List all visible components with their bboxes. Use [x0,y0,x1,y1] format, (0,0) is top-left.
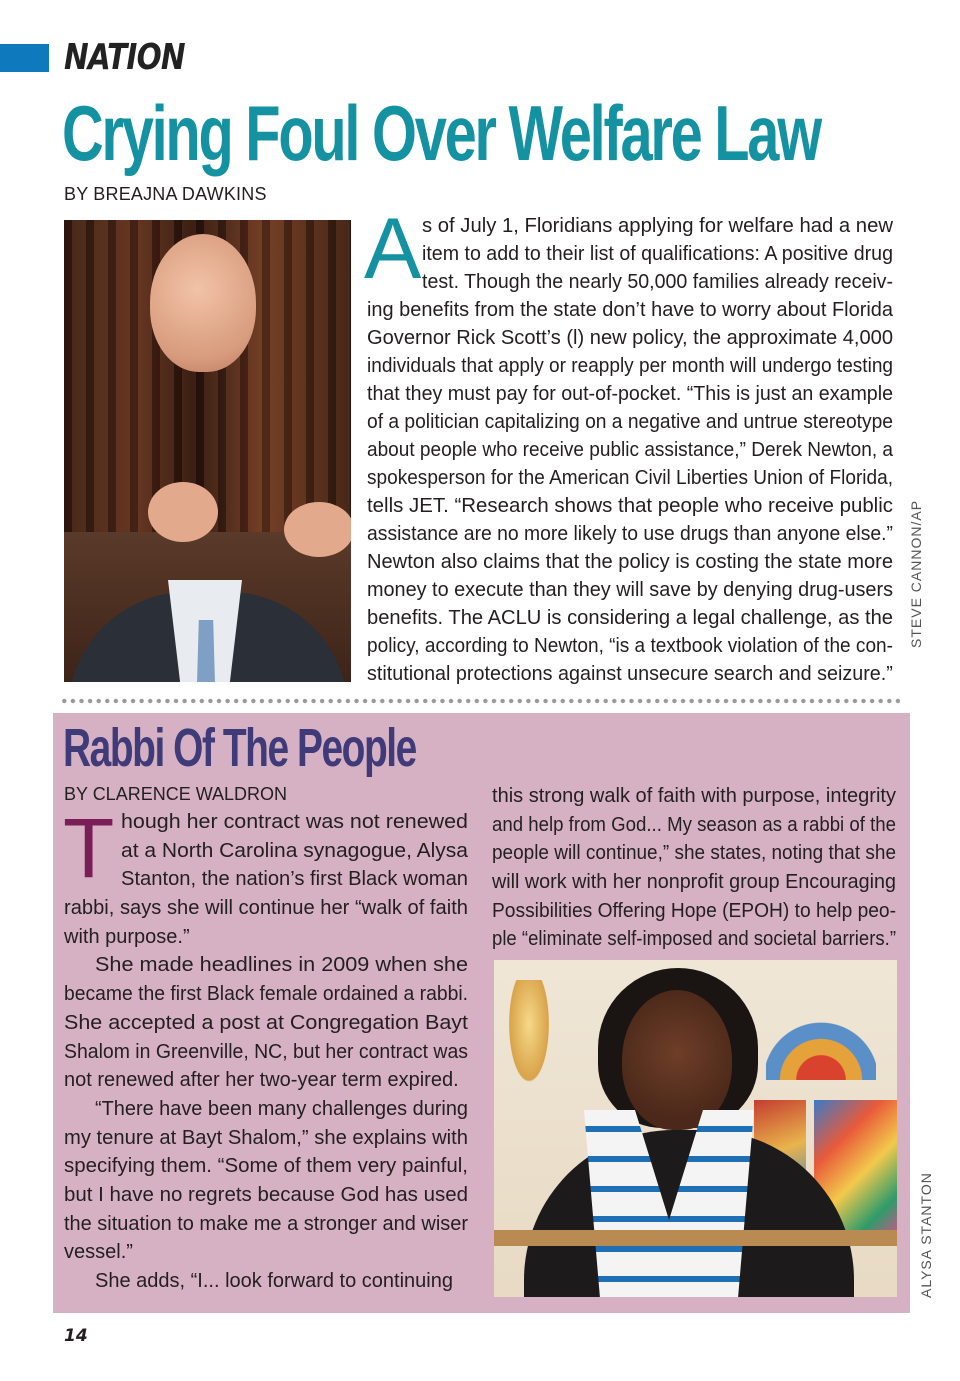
text-line: of a politician capitalizing on a negative and untrue stereotype [367,410,893,433]
governor-photo [64,220,351,682]
section-accent-bar [0,44,49,72]
text-line: ple “eliminate self-imposed and societal barriers.” [492,928,896,951]
text-line: specifying them. “Some of them very painful, [64,1155,468,1178]
text-line: Governor Rick Scott’s (l) new policy, the approximate 4,000 [367,326,893,349]
section-label: NATION [64,37,185,78]
text-line: the situation to make me a stronger and wiser [64,1212,468,1235]
text-line: ing benefits from the state don’t have to worry about Florida [367,298,893,321]
page-number: 14 [64,1326,88,1346]
text-line: benefits. The ACLU is considering a legal challenge, as the [367,606,893,629]
text-line: Newton also claims that the policy is costing the state more [367,550,893,573]
text-line: hough her contract was not renewed [121,811,468,833]
text-line: rabbi, says she will continue her “walk of faith [64,897,469,920]
text-line: not renewed after her two-year term expired. [64,1069,459,1092]
text-line: about people who receive public assistance,” Derek Newton, a [367,438,893,461]
text-line: s of July 1, Floridians applying for welfare had a new [422,214,893,237]
text-line: She adds, “I... look forward to continuing [95,1270,453,1292]
text-line: policy, according to Newton, “is a textbook violation of the con- [367,634,893,657]
drop-cap: T [63,801,115,895]
text-line: “There have been many challenges during [95,1097,468,1120]
sidebar-byline: BY CLARENCE WALDRON [64,784,288,804]
text-line: vessel.” [64,1241,133,1264]
text-line: became the first Black female ordained a rabbi. [64,983,468,1006]
text-line: stitutional protections against unsecure search and seizure.” [367,662,893,685]
text-line: with purpose.” [64,925,190,948]
article-byline: BY BREAJNA DAWKINS [64,184,267,204]
text-line: item to add to their list of qualifications: A positive drug [422,242,893,265]
text-line: will work with her nonprofit group Encouraging [492,871,896,894]
text-line: assistance are no more likely to use drugs than anyone else.” [367,522,893,545]
photo-credit: ALYSA STANTON [918,1172,934,1298]
drop-cap: A [364,201,422,297]
sidebar-body-right [492,782,896,954]
photo-credit: STEVE CANNON/AP [908,499,924,648]
text-line: money to execute than they will save by denying drug-users [367,578,893,601]
dotted-divider [60,697,900,705]
text-line: my tenure at Bayt Shalom,” she explains with [64,1126,468,1149]
text-line: Possibilities Offering Hope (EPOH) to help peo- [492,899,896,922]
text-line: individuals that apply or reapply per month will undergo testing [367,354,893,377]
text-line: at a North Carolina synagogue, Alysa [121,839,468,862]
text-line: that they must pay for out-of-pocket. “This is just an example [367,382,893,405]
text-line: spokesperson for the American Civil Liberties Union of Florida, [367,466,893,489]
rabbi-photo [494,960,897,1297]
text-line: but I have no regrets because God has used [64,1183,468,1206]
text-line: Stanton, the nation’s first Black woman [121,868,469,891]
sidebar-headline: Rabbi Of The People [63,718,416,778]
text-line: She made headlines in 2009 when she [95,954,469,977]
article-body [367,212,893,688]
text-line: She accepted a post at Congregation Bayt [64,1011,468,1034]
text-line: test. Though the nearly 50,000 families already receiv- [422,270,893,293]
text-line: tells JET. “Research shows that people who receive public [367,494,893,517]
text-line: and help from God... My season as a rabbi of the [492,813,896,836]
text-line: this strong walk of faith with purpose, integrity [492,785,896,807]
sidebar-body-left [63,801,469,1296]
text-line: people will continue,” she states, noting that she [492,842,896,865]
text-line: Shalom in Greenville, NC, but her contract was [64,1040,468,1063]
article-headline: Crying Foul Over Welfare Law [62,89,820,177]
